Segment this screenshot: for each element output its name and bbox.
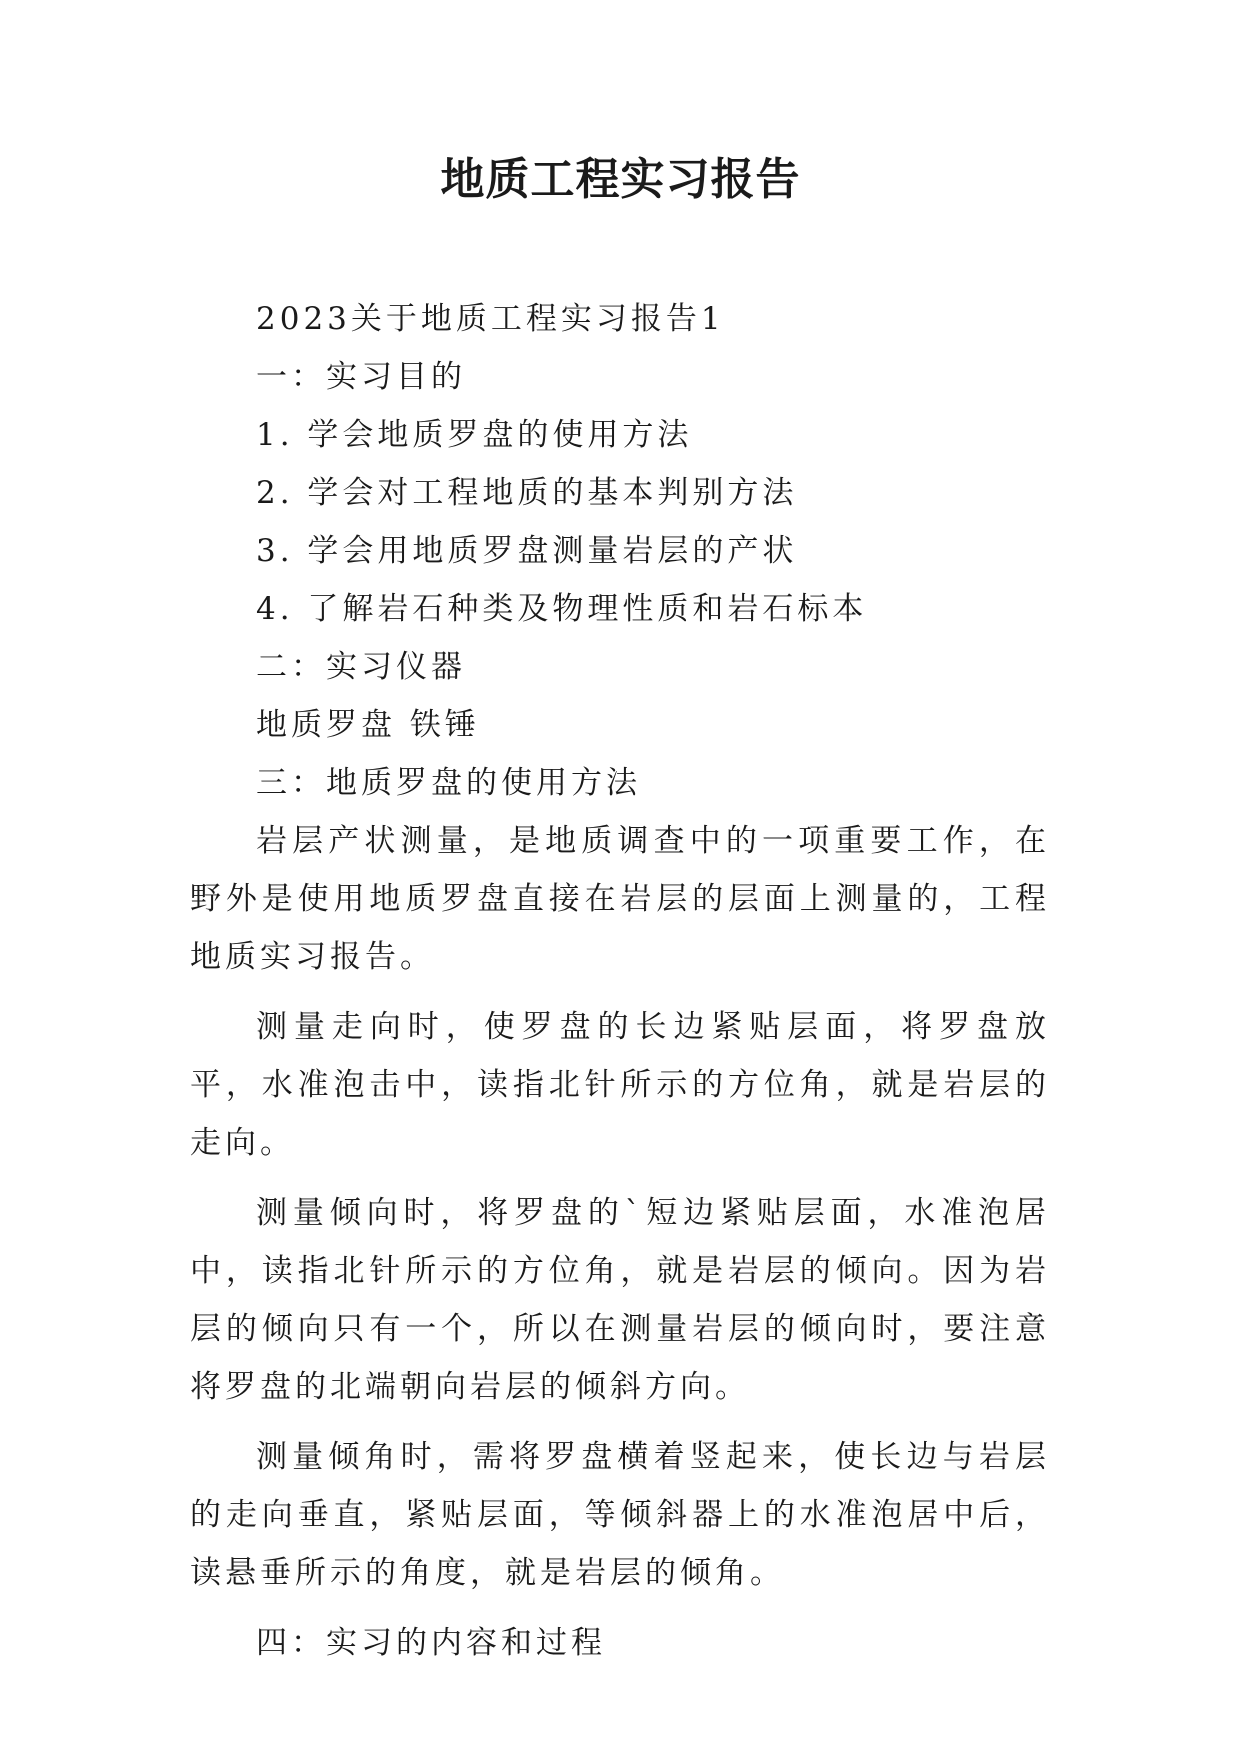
instrument-list: 地质罗盘 铁锤 (256, 707, 480, 743)
section-heading-objectives: 一：实习目的 (256, 359, 466, 395)
objective-item-3: 3. 学会用地质罗盘测量岩层的产状 (256, 533, 798, 569)
objective-item-2: 2. 学会对工程地质的基本判别方法 (256, 475, 798, 511)
paragraph-dip-angle-measurement: 测量倾角时，需将罗盘横着竖起来，使长边与岩层的走向垂直，紧贴层面，等倾斜器上的水准泡居中后，读悬垂所示的角度，就是岩层的倾角。 (190, 1439, 1050, 1591)
section-heading-compass-usage: 三：地质罗盘的使用方法 (256, 765, 641, 801)
section-heading-instruments: 二：实习仪器 (256, 649, 466, 685)
report-subtitle: 2023关于地质工程实习报告1 (256, 301, 725, 337)
paragraph-dip-direction-measurement: 测量倾向时，将罗盘的`短边紧贴层面，水准泡居中，读指北针所示的方位角，就是岩层的倾向。因为岩层的倾向只有一个，所以在测量岩层的倾向时，要注意将罗盘的北端朝向岩层的倾斜方向。 (190, 1195, 1050, 1405)
objective-item-4: 4. 了解岩石种类及物理性质和岩石标本 (256, 591, 868, 627)
document-title: 地质工程实习报告 (440, 154, 801, 205)
document-body (190, 290, 1050, 1672)
objective-item-1: 1. 学会地质罗盘的使用方法 (256, 417, 693, 453)
paragraph-attitude-measurement: 岩层产状测量，是地质调查中的一项重要工作，在野外是使用地质罗盘直接在岩层的层面上测量的，工程地质实习报告。 (190, 823, 1050, 975)
section-heading-content-process: 四：实习的内容和过程 (256, 1625, 606, 1661)
paragraph-strike-measurement: 测量走向时，使罗盘的长边紧贴层面，将罗盘放平，水准泡击中，读指北针所示的方位角，就是岩层的走向。 (190, 1009, 1050, 1161)
